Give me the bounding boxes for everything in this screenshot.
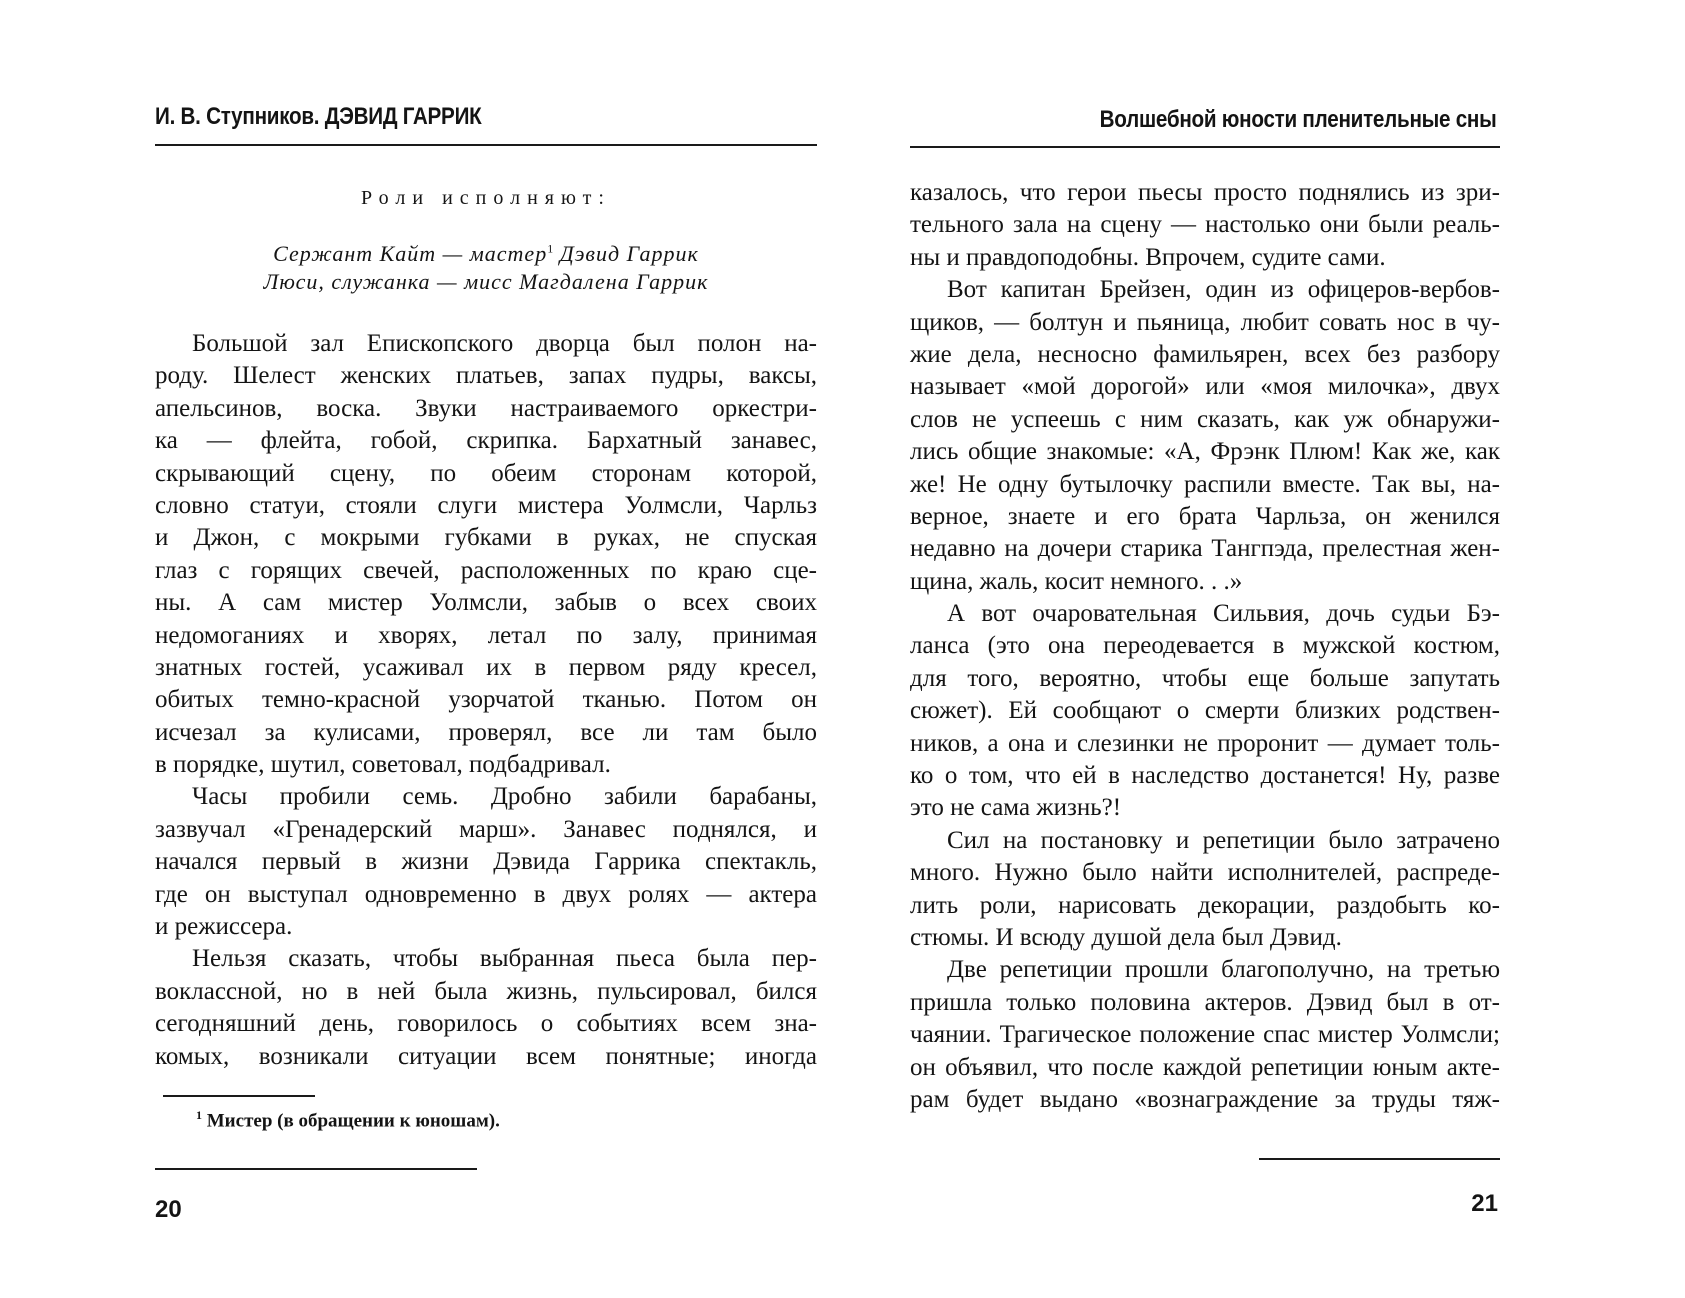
text-line: ны. А сам мистер Уолмсли, забыв о всех своих [155,589,817,617]
text-line: недавно на дочери старика Тангпэда, прелестная жен- [910,535,1500,563]
text-line: щина, жаль, косит немного. . .» [910,567,1243,595]
text-line: стюмы. И всюду душой дела был Дэвид. [910,923,1342,951]
text-line: Две репетиции прошли благополучно, на третью [947,956,1500,984]
cast-line-1 [155,241,817,267]
right-body-text [910,177,1500,1116]
left-body-text [155,328,817,1073]
right-running-head: Волшебной юности пленительные сны [1100,106,1497,133]
text-line: щиков, — болтун и пьяница, любит совать нос в чу- [910,308,1500,336]
text-line: знатных гостей, усаживал их в первом ряду кресел, [155,653,817,681]
text-line: Большой зал Епископского дворца был полон на- [192,330,817,357]
right-header-rule [910,146,1500,148]
text-line: где он выступал одновременно в двух ролях — актера [155,880,817,908]
cast-heading: Роли исполняют: [361,187,611,209]
text-line: рам будет выдано «вознаграждение за труды тяж- [910,1085,1500,1113]
right-footer-rule [1259,1158,1500,1160]
text-line: пришла только половина актеров. Дэвид был в от- [910,988,1500,1016]
text-line: глаз с горящих свечей, расположенных по краю сце- [155,556,817,584]
text-line: для того, вероятно, чтобы еще больше запутать [910,664,1500,692]
left-header-rule [155,144,817,146]
text-line: же! Не одну бутылочку распили вместе. Так вы, на- [910,470,1500,498]
cast-line-2: Люси, служанка — мисс Магдалена Гаррик [263,269,709,294]
text-line: исчезал за кулисами, проверял, все ли там было [155,718,817,746]
text-line: скрывающий сцену, по обеим сторонам которой, [155,459,817,487]
footnote-marker: 1 [547,241,554,256]
text-line: чаянии. Трагическое положение спас мистер Уолмсли; [910,1021,1500,1049]
text-line: воклассной, но в ней была жизнь, пульсировал, бился [155,977,817,1005]
left-page [0,0,842,1298]
left-page-number: 20 [155,1196,182,1223]
text-line: Часы пробили семь. Дробно забили барабаны, [192,783,817,811]
cast-actor-1: Дэвид Гаррик [553,241,699,266]
text-line: ка — флейта, гобой, скрипка. Бархатный занавес, [155,427,817,455]
text-line: жие дела, несносно фамильярен, всех без разбору [910,340,1500,368]
text-line: сегодняшний день, говорилось о событиях всем зна- [155,1010,817,1038]
text-line: ко о том, что ей в наследство достанется! Ну, разве [910,762,1500,790]
footnote [196,1108,500,1132]
text-line: он объявил, что после каждой репетиции юным акте- [910,1053,1500,1081]
text-line: ны и правдоподобны. Впрочем, судите сами. [910,243,1386,271]
text-line: ланса (это она переодевается в мужской костюм, [910,632,1500,660]
text-line: называет «мой дорогой» или «моя милочка», двух [910,373,1500,401]
text-line: много. Нужно было найти исполнителей, распреде- [910,859,1500,887]
cast-role-1: Сержант Кайт — мастер [273,241,548,266]
text-line: и режиссера. [155,913,293,941]
footnote-text: Мистер (в обращении к юношам). [206,1110,500,1132]
text-line: апельсинов, воска. Звуки настраиваемого оркестри- [155,394,817,422]
text-line: обитых темно-красной узорчатой тканью. Потом он [155,686,817,714]
text-line: Сил на постановку и репетиции было затрачено [947,826,1500,854]
text-line: роду. Шелест женских платьев, запах пудры, ваксы, [155,362,817,390]
text-line: Вот капитан Брейзен, один из офицеров-вербов- [947,276,1500,304]
text-line: лить роли, нарисовать декорации, раздобыть ко- [910,891,1500,919]
text-line: и Джон, с мокрыми губками в руках, не спуская [155,524,817,552]
footnote-rule [163,1095,315,1097]
text-line: тельного зала на сцену — настолько они были реаль- [910,211,1500,239]
text-line: недомоганиях и хворях, летал по залу, принимая [155,621,817,649]
text-line: ников, а она и слезинки не проронит — думает толь- [910,729,1500,757]
text-line: комых, возникали ситуации всем понятные; иногда [155,1042,817,1070]
text-line: Нельзя сказать, чтобы выбранная пьеса была пер- [192,945,817,973]
text-line: словно статуи, стояли слуги мистера Уолмсли, Чарльз [155,491,817,519]
text-line: казалось, что герои пьесы просто поднялись из зри- [910,179,1500,206]
right-page-number: 21 [1471,1190,1498,1217]
text-line: верное, знаете и его брата Чарльза, он женился [910,502,1500,530]
text-line: сюжет). Ей сообщают о смерти близких родствен- [910,697,1500,725]
right-page [842,0,1685,1298]
text-line: начался первый в жизни Дэвида Гаррика спектакль, [155,848,817,876]
footnote-mark: 1 [196,1108,202,1122]
text-line: это не сама жизнь?! [910,794,1122,822]
text-line: А вот очаровательная Сильвия, дочь судьи Бэ- [947,600,1500,628]
text-line: зазвучал «Гренадерский марш». Занавес поднялся, и [155,815,817,843]
text-line: лись общие знакомые: «А, Фрэнк Плюм! Как же, как [910,438,1500,466]
text-line: слов не успеешь с ним сказать, как уж обнаружи- [910,405,1500,433]
text-line: в порядке, шутил, советовал, подбадривал. [155,751,611,779]
left-footer-rule [155,1168,477,1170]
left-running-head: И. В. Ступников. ДЭВИД ГАРРИК [155,103,482,130]
